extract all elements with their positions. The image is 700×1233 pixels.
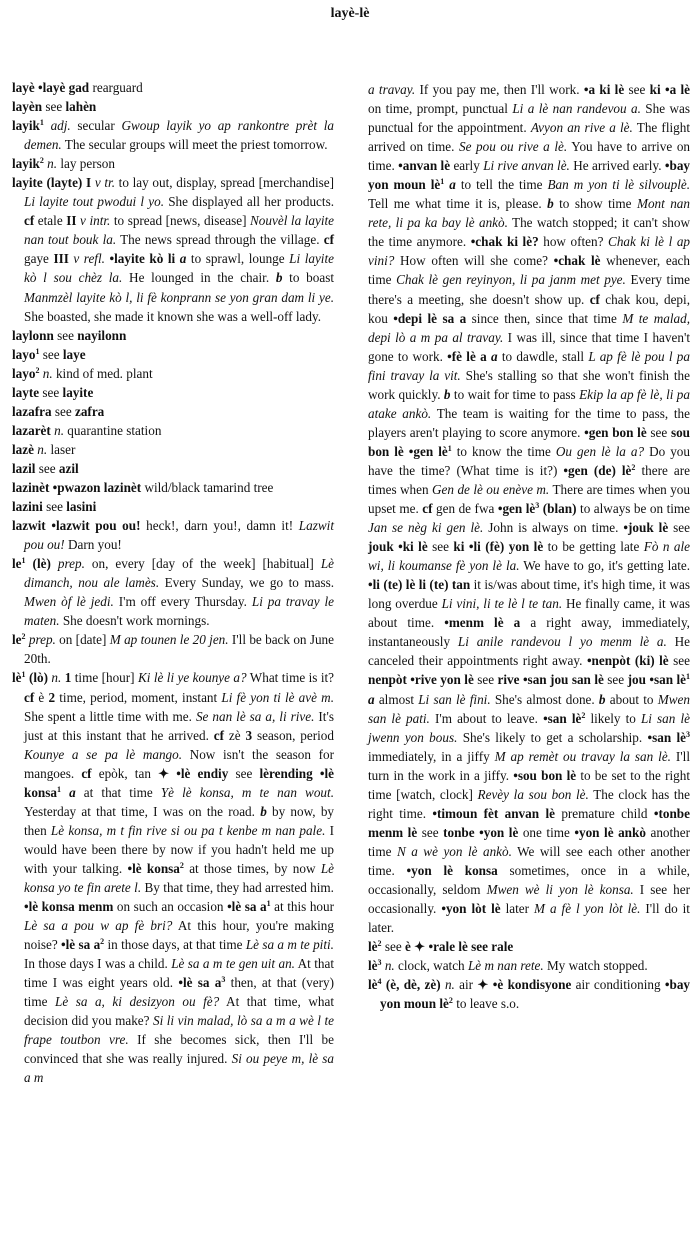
- left-column: [12, 78, 334, 1087]
- dictionary-entry: layik$^1$ adj. secular Gwoup layik yo ap rankontre prèt la demen. The secular groups will meet the priest tomorrow.: [12, 118, 335, 153]
- dictionary-entry: lazini see lasini: [12, 499, 97, 515]
- entry-continuation: a travay. If you pay me, then I'll work. •a ki lè see ki •a lè on time, prompt, punctual Li a lè nan randevou a. She was punctual for the appointment. Avyon an rive a lè. The flight arrived on time. Se pou ou rive a lè. You have to arrive on time. •anvan lè early Li rive anvan lè. He arrived early. •bay yon moun $lè^1$ a to tell the time Ban m yon ti lè silvouplè. Tell me what time it is, please. b to show time Mont nan rete, li pa ka bay lè ankò. The watch stopped; it can't show the time anymore. •chak ki lè? how often? Chak ki lè l ap vini? How often will she come? •chak lè whenever, each time Chak lè gen reyinyon, li pa janm met pye. Every time there's a meeting, she doesn't show up. cf chak kou, depi, kou •depi lè sa a since then, since that time M te malad, depi lò a m pa al travay. I was ill, since that time I haven't gone to work. •fè lè a a to dawdle, stall L ap fè lè pou l pa fini travay la vit. She's stalling so that she won't finish the work quickly. b to wait for time to pass Ekip la ap fè lè, li pa atake ankò. The team is waiting for the time to pass, the players aren't playing to score anymore. •gen bon lè see sou bon lè •gen $lè^1$ to know the time Ou gen lè la a? Do you have the time? (What time is it?) •gen (de) $lè^2$ there are times when Gen de lè ou enève m. There are times when you upset me. cf gen de fwa •gen $lè^3$ (blan) to always be on time Jan se nèg ki gen lè. John is always on time. •jouk lè see jouk •ki lè see ki •li (fè) yon lè to be getting late Fò n ale wi, li koumanse fè yon lè la. We have to go, it's getting late. •li (te) lè li (te) tan it is/was about time, it's high time, it was long overdue Li vini, li te lè l te tan. He finally came, it was about time. •menm lè a a right away, immediately, instantaneously Li anile randevou l yo menm lè a. He canceled their appointments right away. •nenpòt (ki) lè see nenpòt •rive yon lè see rive •san jou san lè see jou •san $lè^1$ a almost Li san lè fini. She's almost done. b about to Mwen san lè pati. I'm about to leave. •san $lè^2$ likely to Li san lè jwenn yon bous. She's likely to get a scholarship. •san $lè^3$ immediately, in a jiffy M ap remèt ou travay la san lè. I'll turn in the work in a jiffy. •sou bon lè to be set to the right time [watch, clock] Revèy la sou bon lè. The clock has the right time. •timoun fèt anvan lè premature child •tonbe menm lè see tonbe •yon lè one time •yon lè ankò another time N a wè yon lè ankò. We will see each other another time. •yon lè konsa sometimes, once in a while, occasionally, seldom Mwen wè li yon lè konsa. I see her occasionally. •yon lòt lè later M a fè l yon lòt lè. I'll do it later.: [368, 82, 691, 936]
- page-header: layè-lè: [330, 6, 370, 21]
- dictionary-entry: $lè^2$ see è ✦ •rale lè see rale: [368, 939, 514, 955]
- dictionary-entry: $lè^3$ n. clock, watch Lè m nan rete. My watch stopped.: [368, 958, 648, 974]
- dictionary-entry: lazinèt •pwazon lazinèt wild/black tamarind tree: [12, 479, 274, 495]
- dictionary-entry: lazafra see zafra: [12, 403, 105, 419]
- dictionary-entry: layèn see lahèn: [12, 99, 97, 115]
- dictionary-entry: layite (layte) I v tr. to lay out, display, spread [merchandise] Li layite tout pwodui l yo. She displayed all her products. cf etale II v intr. to spread [news, disease] Nouvèl la layite nan tout bouk la. The news spread through the village. cf gaye III v refl. •layite kò li a to sprawl, lounge Li layite kò l sou chèz la. He lounged in the chair. b to boast Manmzèl layite kò l, li fè konprann se yon gran dam li ye. She boasted, she made it known she was a well-off lady.: [12, 175, 335, 324]
- dictionary-entry: lazè n. laser: [12, 441, 76, 457]
- dictionary-entry: $le^1$ (lè) prep. on, every [day of the week] [habitual] Lè dimanch, nou ale lamès. Every Sunday, we go to mass. Mwen òf lè jedi. I'm off every Thursday. Li pa travay le maten. She doesn't work mornings.: [12, 556, 335, 629]
- dictionary-entry: layè •layè gad rearguard: [12, 80, 143, 95]
- dictionary-entry: lazil see azil: [12, 460, 79, 476]
- dictionary-entry: layik$^2$ n. lay person: [12, 156, 115, 172]
- dictionary-entry: lazarèt n. quarantine station: [12, 422, 162, 438]
- dictionary-entry: $lè^4$ (è, dè, zè) n. air ✦ •è kondisyone air conditioning •bay yon moun $lè^2$ to leave s.o.: [368, 977, 691, 1012]
- right-column: [368, 80, 690, 1013]
- dictionary-entry: $lè^1$ (lò) n. 1 time [hour] Ki lè li ye kounye a? What time is it? cf è 2 time, period, moment, instant Li fè yon ti lè avè m. She spent a little time with me. Se nan lè sa a, li rive. It's just at this instant that he arrived. cf zè 3 season, period Kounye a se pa lè mango. Now isn't the season for mangoes. cf epòk, tan ✦ •lè endiy see lèrending •lè konsa$^1$ a at that time Yè lè konsa, m te nan wout. Yesterday at that time, I was on the road. b by now, by then Lè konsa, m t fin rive si ou pa t kenbe m nan pale. I would have been there by now if you hadn't held me up with your talking. •lè konsa$^2$ at those times, by now Lè konsa yo te fin arete l. By that time, they had arrested him. •lè konsa menm on such an occasion •lè sa $a^1$ at this hour Lè sa a pou w ap fè bri? At this hour, you're making noise? •lè sa $a^2$ in those days, at that time Lè sa a m te piti. In those days I was a child. Lè sa a m te gen uit an. At that time I was eight years old. •lè sa $a^3$ then, at that (very) time Lè sa a, ki desizyon ou fè? At that time, what decision did you make? Si li vin malad, lò sa a m a wè l te frape toutbon vre. If she becomes sick, then I'll be convinced that she was really injured. Si ou peye m, lè sa a m: [12, 670, 335, 1086]
- dictionary-entry: layo$^2$ n. kind of med. plant: [12, 365, 153, 381]
- dictionary-entry: layo$^1$ see laye: [12, 346, 86, 362]
- dictionary-entry: layte see layite: [12, 384, 94, 400]
- dictionary-entry: laylonn see nayilonn: [12, 327, 127, 343]
- dictionary-entry: $le^2$ prep. on [date] M ap tounen le 20 jen. I'll be back on June 20th.: [12, 632, 335, 667]
- dictionary-entry: lazwit •lazwit pou ou! heck!, darn you!, damn it! Lazwit pou ou! Darn you!: [12, 518, 334, 553]
